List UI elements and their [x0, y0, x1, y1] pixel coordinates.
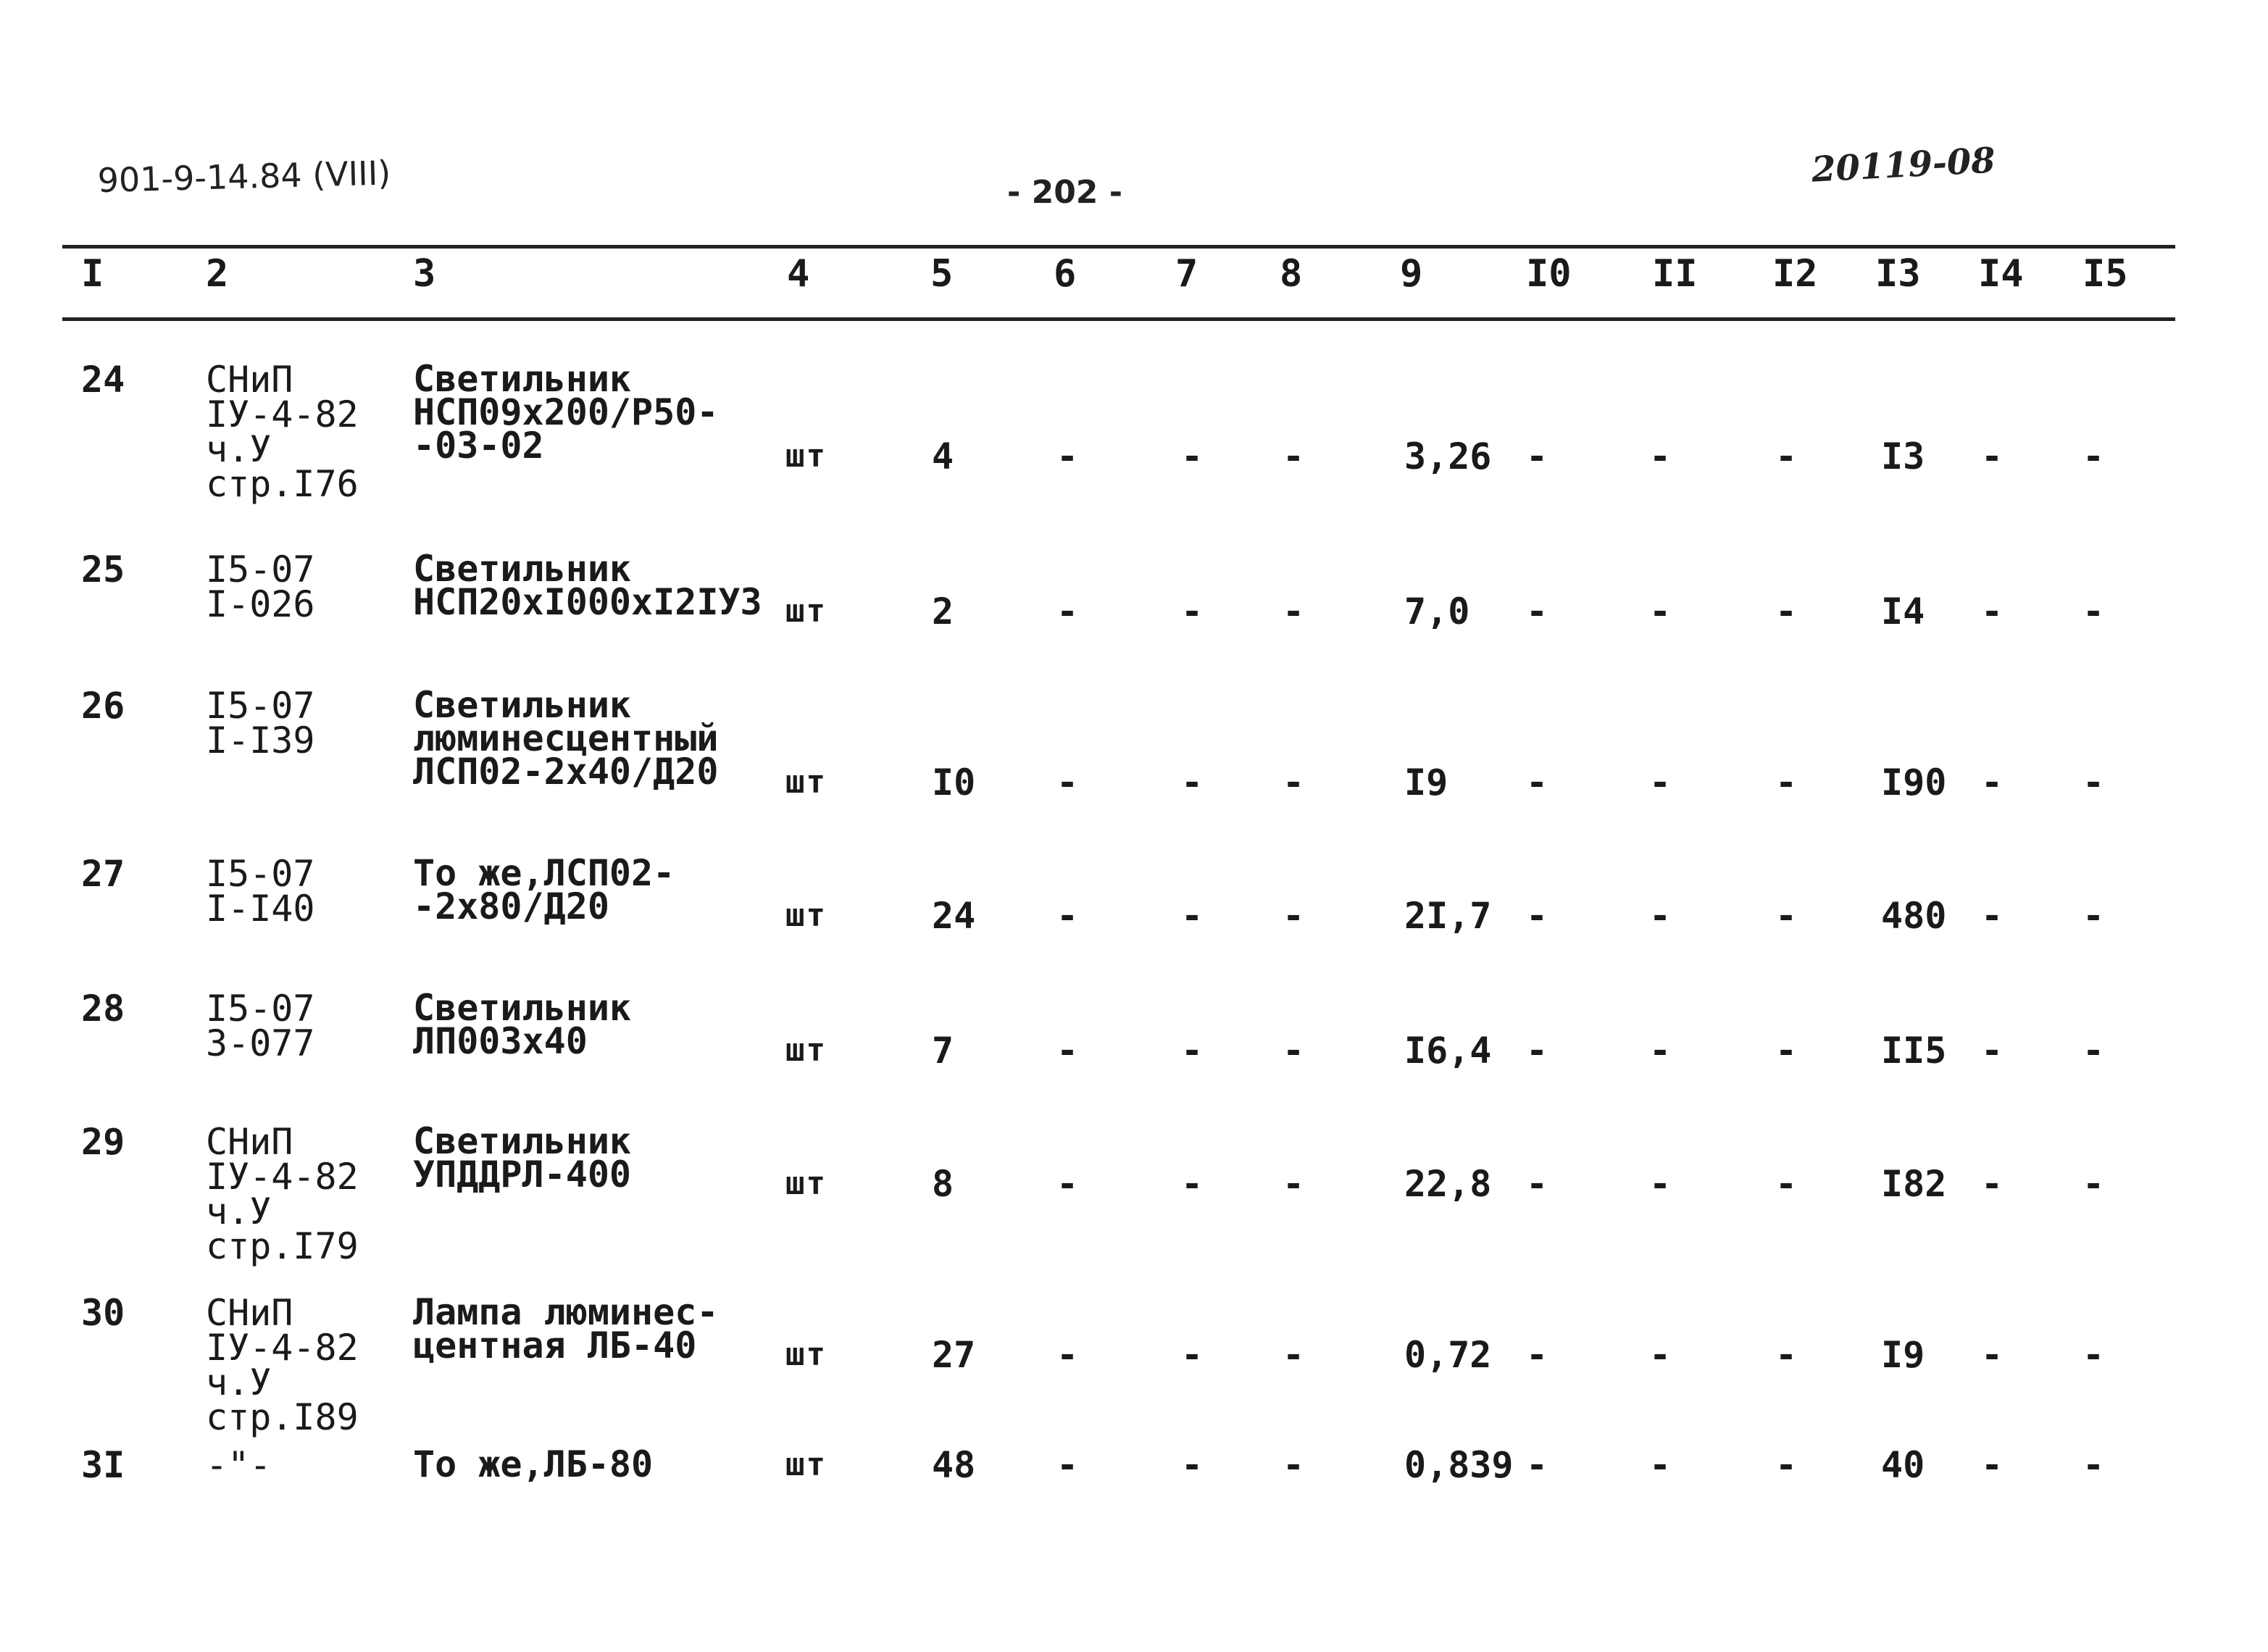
item-name-line: Светильник [413, 987, 632, 1029]
norm-reference-line: СНиП [206, 1292, 293, 1334]
norm-reference-line: стр.I79 [206, 1225, 359, 1267]
empty-value-dash: - [1775, 1334, 1798, 1376]
column-number-6: 6 [1054, 252, 1077, 296]
column-number-12: I2 [1772, 252, 1818, 296]
column-number-4: 4 [787, 252, 810, 296]
norm-reference-line: ч.У [206, 1190, 272, 1232]
column-number-2: 2 [206, 252, 229, 296]
empty-value-dash: - [1181, 762, 1204, 804]
empty-value-dash: - [1526, 1163, 1548, 1205]
empty-value-dash: - [1775, 895, 1798, 937]
item-name-line: -03-02 [413, 425, 544, 467]
empty-value-dash: - [1056, 1444, 1079, 1486]
column-value-9: 0,72 [1404, 1334, 1492, 1376]
column-value-9: 7,0 [1404, 591, 1470, 633]
empty-value-dash: - [1283, 762, 1305, 804]
empty-value-dash: - [1283, 1334, 1305, 1376]
empty-value-dash: - [1526, 435, 1548, 477]
norm-reference-line: IУ-4-82 [206, 1327, 359, 1369]
column-number-15: I5 [2083, 252, 2128, 296]
item-name-line: НСП20хI000хI2IУ3 [413, 581, 762, 623]
item-name-line: То же,ЛБ-80 [413, 1443, 654, 1485]
empty-value-dash: - [1283, 1030, 1305, 1072]
empty-value-dash: - [1775, 762, 1798, 804]
norm-reference-line: стр.I76 [206, 463, 359, 505]
quantity: 48 [932, 1444, 976, 1486]
empty-value-dash: - [1181, 591, 1204, 633]
empty-value-dash: - [1649, 435, 1672, 477]
norm-reference-line: IУ-4-82 [206, 1156, 359, 1198]
empty-value-dash: - [1649, 1030, 1672, 1072]
empty-value-dash: - [2083, 1444, 2105, 1486]
empty-value-dash: - [1181, 895, 1204, 937]
column-value-9: 0,839 [1404, 1444, 1514, 1486]
empty-value-dash: - [1056, 1334, 1079, 1376]
row-number: 26 [81, 685, 125, 727]
empty-value-dash: - [2083, 1334, 2105, 1376]
empty-value-dash: - [1981, 435, 2004, 477]
norm-reference-line: I5-07 [206, 685, 315, 727]
page-number: - 202 - [1007, 174, 1123, 211]
item-name-line: -2х80/Д20 [413, 885, 609, 927]
empty-value-dash: - [1981, 591, 2004, 633]
empty-value-dash: - [1283, 1444, 1305, 1486]
item-name-line: Светильник [413, 548, 632, 590]
item-name-line: Светильник [413, 1120, 632, 1162]
empty-value-dash: - [1283, 895, 1305, 937]
empty-value-dash: - [1526, 591, 1548, 633]
unit-of-measure: шт [785, 1165, 827, 1202]
column-value-9: I6,4 [1404, 1030, 1492, 1072]
empty-value-dash: - [1181, 1163, 1204, 1205]
empty-value-dash: - [1649, 591, 1672, 633]
column-value-13: I82 [1881, 1163, 1947, 1205]
column-value-13: I4 [1881, 591, 1925, 633]
norm-reference-line: I-026 [206, 583, 315, 625]
empty-value-dash: - [1056, 1030, 1079, 1072]
column-number-3: 3 [413, 252, 436, 296]
norm-reference-line: ч.У [206, 1361, 272, 1403]
empty-value-dash: - [1775, 1163, 1798, 1205]
item-name-line: люминесцентный [413, 717, 719, 759]
norm-reference-line: I5-07 [206, 988, 315, 1030]
item-name-line: Лампа люминес- [413, 1291, 719, 1333]
item-name-line: ЛП003х40 [413, 1020, 588, 1062]
empty-value-dash: - [2083, 762, 2105, 804]
row-number: 24 [81, 359, 125, 401]
unit-of-measure: шт [785, 593, 827, 630]
norm-reference-line: -"- [206, 1444, 272, 1486]
column-value-9: 22,8 [1404, 1163, 1492, 1205]
empty-value-dash: - [1526, 1334, 1548, 1376]
unit-of-measure: шт [785, 764, 827, 801]
quantity: 8 [932, 1163, 954, 1205]
quantity: 7 [932, 1030, 954, 1072]
empty-value-dash: - [2083, 1030, 2105, 1072]
norm-reference-line: СНиП [206, 359, 293, 401]
empty-value-dash: - [1775, 1030, 1798, 1072]
column-number-10: I0 [1526, 252, 1572, 296]
handwritten-stamp: 20119-08 [1810, 140, 1997, 191]
row-number: 25 [81, 548, 125, 591]
item-name-line: То же,ЛСП02- [413, 852, 675, 894]
norm-reference-line: ч.У [206, 428, 272, 470]
norm-reference-line: стр.I89 [206, 1396, 359, 1438]
empty-value-dash: - [1056, 435, 1079, 477]
unit-of-measure: шт [785, 1032, 827, 1069]
empty-value-dash: - [1981, 1444, 2004, 1486]
quantity: 24 [932, 895, 976, 937]
document-code: 901-9-14.84 (VIII) [97, 153, 391, 200]
norm-reference-line: IУ-4-82 [206, 393, 359, 435]
norm-reference-line: I-I39 [206, 719, 315, 762]
empty-value-dash: - [1981, 762, 2004, 804]
empty-value-dash: - [1526, 1444, 1548, 1486]
empty-value-dash: - [1981, 1030, 2004, 1072]
item-name-line: УПДДРЛ-400 [413, 1154, 632, 1196]
column-number-8: 8 [1280, 252, 1303, 296]
empty-value-dash: - [1056, 895, 1079, 937]
column-value-13: I9 [1881, 1334, 1925, 1376]
column-number-7: 7 [1175, 252, 1198, 296]
empty-value-dash: - [1526, 1030, 1548, 1072]
empty-value-dash: - [1775, 1444, 1798, 1486]
column-number-1: I [81, 252, 104, 296]
unit-of-measure: шт [785, 438, 827, 475]
empty-value-dash: - [2083, 895, 2105, 937]
column-value-13: 480 [1881, 895, 1947, 937]
column-number-13: I3 [1875, 252, 1921, 296]
norm-reference-line: 3-077 [206, 1022, 315, 1064]
item-name-line: Светильник [413, 358, 632, 400]
column-number-11: II [1652, 252, 1698, 296]
quantity: 4 [932, 435, 954, 477]
empty-value-dash: - [1181, 1334, 1204, 1376]
empty-value-dash: - [1649, 1334, 1672, 1376]
column-value-13: I3 [1881, 435, 1925, 477]
empty-value-dash: - [1981, 1163, 2004, 1205]
empty-value-dash: - [2083, 435, 2105, 477]
empty-value-dash: - [1283, 591, 1305, 633]
unit-of-measure: шт [785, 897, 827, 934]
empty-value-dash: - [1649, 895, 1672, 937]
quantity: 27 [932, 1334, 976, 1376]
item-name-line: Светильник [413, 684, 632, 726]
empty-value-dash: - [1056, 762, 1079, 804]
column-value-9: 2I,7 [1404, 895, 1492, 937]
column-number-5: 5 [930, 252, 954, 296]
quantity: 2 [932, 591, 954, 633]
empty-value-dash: - [1526, 762, 1548, 804]
row-number: 27 [81, 853, 125, 895]
empty-value-dash: - [1181, 435, 1204, 477]
empty-value-dash: - [2083, 1163, 2105, 1205]
row-number: 29 [81, 1121, 125, 1163]
header-bottom-rule [62, 317, 2175, 321]
empty-value-dash: - [1649, 762, 1672, 804]
column-value-13: II5 [1881, 1030, 1947, 1072]
column-number-14: I4 [1978, 252, 2024, 296]
empty-value-dash: - [1649, 1163, 1672, 1205]
column-value-13: I90 [1881, 762, 1947, 804]
column-value-9: 3,26 [1404, 435, 1492, 477]
norm-reference-line: I-I40 [206, 888, 315, 930]
empty-value-dash: - [1981, 895, 2004, 937]
quantity: I0 [932, 762, 976, 804]
empty-value-dash: - [1283, 435, 1305, 477]
empty-value-dash: - [1775, 591, 1798, 633]
column-number-9: 9 [1400, 252, 1423, 296]
header-top-rule [62, 245, 2175, 249]
norm-reference-line: СНиП [206, 1121, 293, 1163]
row-number: 28 [81, 988, 125, 1030]
empty-value-dash: - [1775, 435, 1798, 477]
empty-value-dash: - [1283, 1163, 1305, 1205]
norm-reference-line: I5-07 [206, 853, 315, 895]
empty-value-dash: - [1056, 591, 1079, 633]
empty-value-dash: - [1181, 1444, 1204, 1486]
unit-of-measure: шт [785, 1336, 827, 1373]
item-name-line: центная ЛБ-40 [413, 1324, 697, 1367]
empty-value-dash: - [1056, 1163, 1079, 1205]
item-name-line: НСП09х200/Р50- [413, 391, 719, 433]
empty-value-dash: - [1526, 895, 1548, 937]
empty-value-dash: - [1181, 1030, 1204, 1072]
unit-of-measure: шт [785, 1446, 827, 1483]
item-name-line: ЛСП02-2х40/Д20 [413, 751, 719, 793]
norm-reference-line: I5-07 [206, 548, 315, 591]
empty-value-dash: - [2083, 591, 2105, 633]
empty-value-dash: - [1981, 1334, 2004, 1376]
row-number: 30 [81, 1292, 125, 1334]
empty-value-dash: - [1649, 1444, 1672, 1486]
column-value-9: I9 [1404, 762, 1448, 804]
row-number: 3I [81, 1444, 125, 1486]
column-value-13: 40 [1881, 1444, 1925, 1486]
